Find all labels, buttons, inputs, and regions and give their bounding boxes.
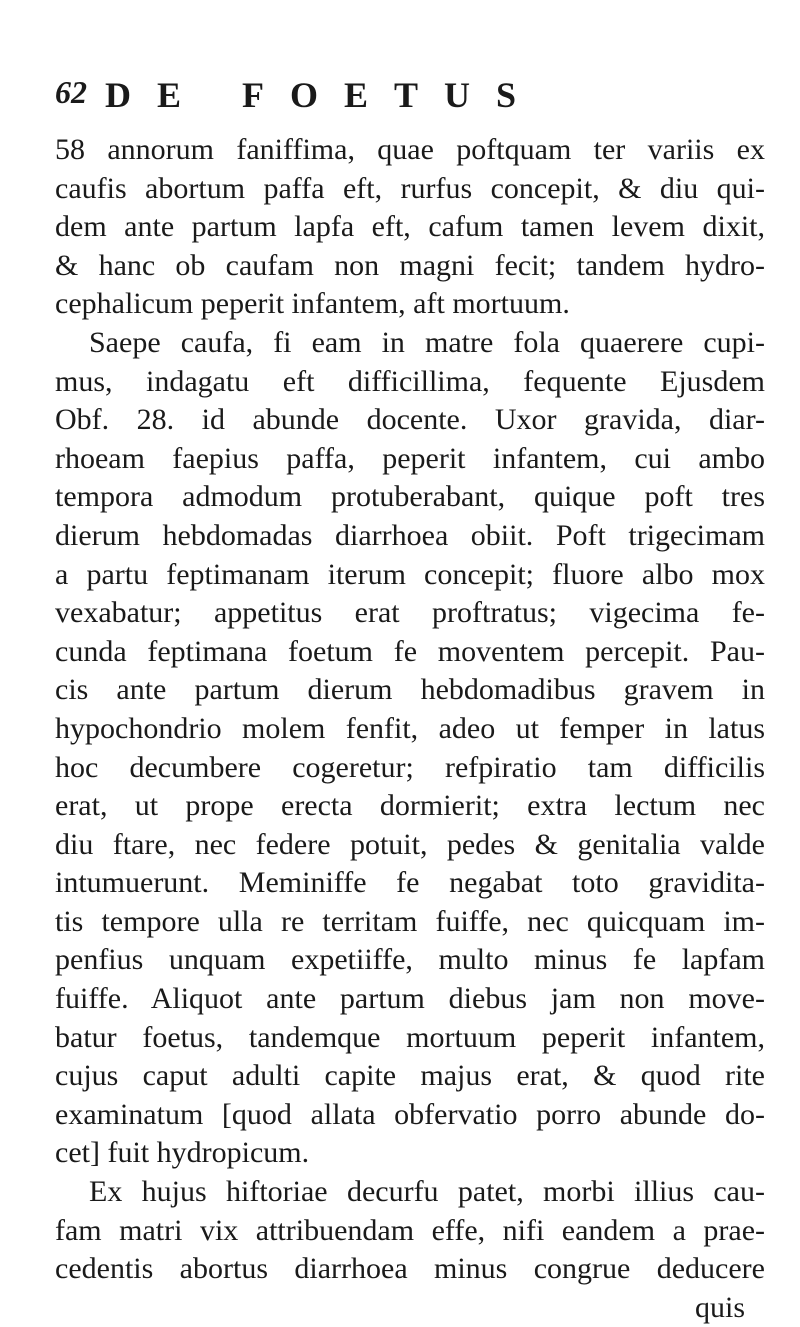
text-line: tis tempore ulla re territam fuiffe, nec quicquam im- (55, 904, 765, 938)
text-line: Ex hujus hiftoriae decurfu patet, morbi illius cau- (89, 1175, 765, 1209)
body-text (55, 131, 765, 1327)
text-line: batur foetus, tandemque mortuum peperit infantem, (55, 1020, 765, 1054)
text-line: cunda feptimana foetum fe moventem percepit. Pau- (55, 634, 765, 668)
text-line: examinatum [quod allata obfervatio porro abunde do- (55, 1097, 765, 1131)
text-line: cujus caput adulti capite majus erat, & quod rite (55, 1059, 765, 1093)
text-line: caufis abortum paffa eft, rurfus concepit, & diu qui- (55, 171, 765, 205)
text-line: cis ante partum dierum hebdomadibus gravem in (55, 673, 765, 707)
text-line: fuiffe. Aliquot ante partum diebus jam non move- (55, 982, 765, 1016)
running-title: DE FOETUS (105, 75, 543, 115)
text-line: mus, indagatu eft difficillima, fequente Ejusdem (55, 364, 765, 398)
text-line: vexabatur; appetitus erat proftratus; vigecima fe- (55, 596, 765, 630)
text-line: cephalicum peperit infantem, aft mortuum. (55, 287, 570, 321)
text-line: 58 annorum faniffima, quae poftquam ter variis ex (55, 133, 765, 166)
text-line: penfius unquam expetiiffe, multo minus fe lapfam (55, 943, 765, 977)
text-line: dierum hebdomadas diarrhoea obiit. Poft trigecimam (55, 518, 765, 552)
text-line: fam matri vix attribuendam effe, nifi eandem a prae- (55, 1213, 765, 1247)
text-line: a partu feptimanam iterum concepit; fluore albo mox (55, 557, 765, 591)
text-line: intumuerunt. Meminiffe fe negabat toto gravidita- (55, 866, 765, 900)
text-line: erat, ut prope erecta dormierit; extra lectum nec (55, 789, 765, 823)
text-line: hypochondrio molem fenfit, adeo ut femper in latus (55, 711, 765, 745)
text-line: tempora admodum protuberabant, quique poft tres (55, 480, 765, 514)
page-header (55, 70, 755, 120)
page-number: 62 (55, 74, 87, 110)
catchword: quis (694, 1290, 745, 1324)
text-line: cet] fuit hydropicum. (55, 1136, 310, 1170)
text-line: diu ftare, nec federe potuit, pedes & genitalia valde (55, 827, 765, 861)
text-line: rhoeam faepius paffa, peperit infantem, cui ambo (55, 441, 765, 475)
text-line: Obf. 28. id abunde docente. Uxor gravida, diar- (55, 403, 765, 437)
text-line: Saepe caufa, fi eam in matre fola quaerere cupi- (89, 325, 765, 359)
text-line: hoc decumbere cogeretur; refpiratio tam difficilis (55, 750, 765, 784)
text-line: cedentis abortus diarrhoea minus congrue deducere (55, 1252, 765, 1286)
text-line: & hanc ob caufam non magni fecit; tandem hydro- (55, 248, 765, 282)
text-line: dem ante partum lapfa eft, cafum tamen levem dixit, (55, 210, 765, 244)
